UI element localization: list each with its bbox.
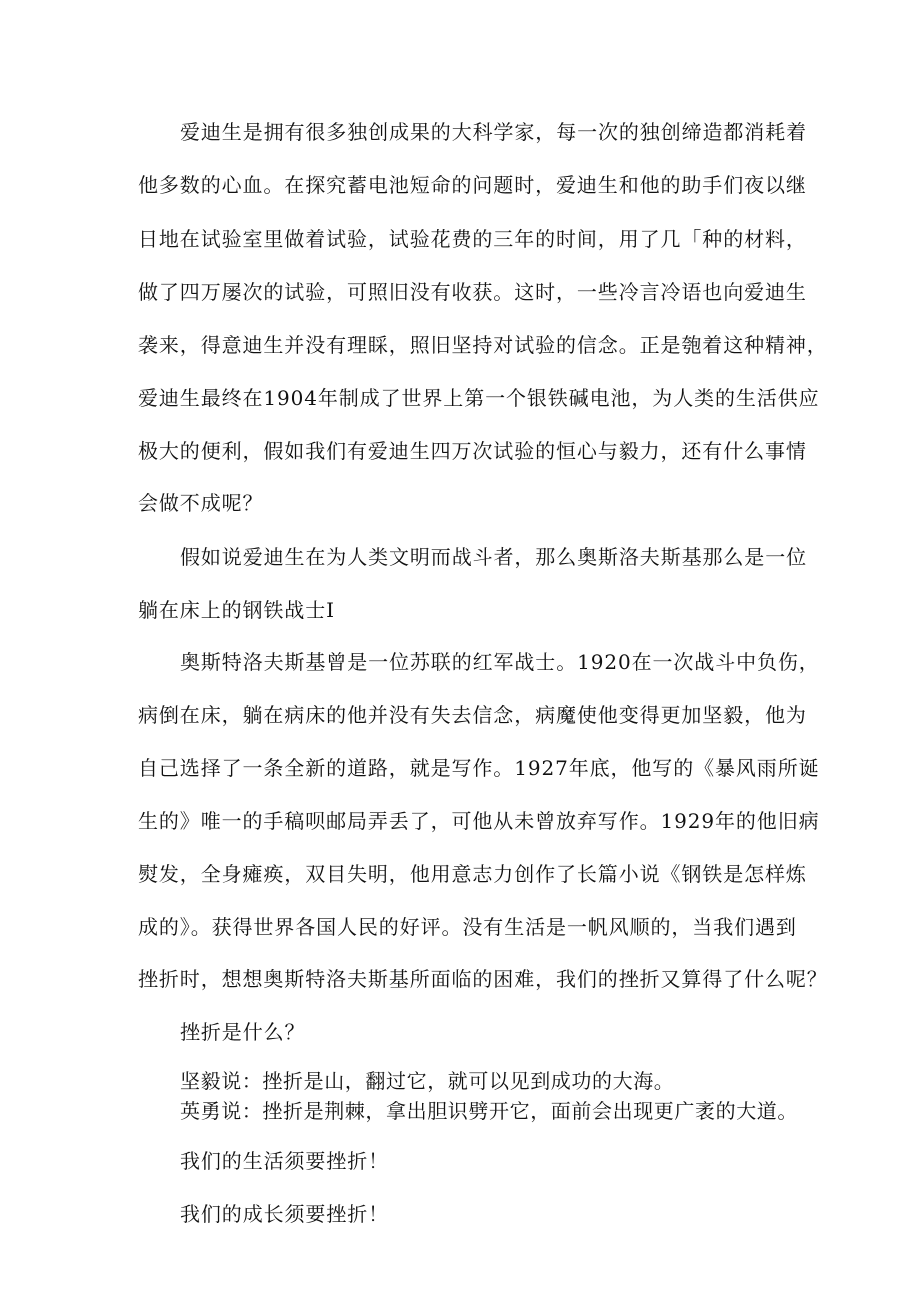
question-line: 挫折是什么？ — [180, 1020, 306, 1044]
paragraph-1-line-6: 爱迪生最终在1904年制成了世界上第一个银铁碱电池，为人类的生活供应 — [138, 386, 820, 410]
paragraph-1-line-1: 爱迪生是拥有很多独创成果的大科学家，每一次的独创缔造都消耗着 — [180, 120, 807, 144]
paragraph-1-line-5: 袭来，得意迪生并没有理睬，照旧坚持对试验的信念。正是匏着这种精神， — [138, 333, 828, 357]
paragraph-2-line-2: 躺在床上的钢铁战士I — [138, 598, 335, 622]
paragraph-1-line-4: 做了四万屡次的试验，可照旧没有收获。这时，一些冷言冷语也向爱迪生 — [138, 280, 807, 304]
paragraph-3-line-1: 奥斯特洛夫斯基曾是一位苏联的红军战士。1920在一次战斗中负伤， — [180, 650, 820, 674]
paragraph-1-line-8: 会做不成呢？ — [138, 491, 264, 515]
closing-line-2: 我们的成长须要挫折！ — [180, 1202, 389, 1226]
paragraph-3-line-5: 熨发，全身瘫痪，双目失明，他用意志力创作了长篇小说《钢铁是怎样炼 — [138, 862, 807, 886]
paragraph-1-line-2: 他多数的心血。在探究蓄电池短命的问题时，爱迪生和他的助手们夜以继 — [138, 173, 807, 197]
paragraph-3-line-3: 自己选择了一条全新的道路，就是写作。1927年底，他写的《暴风雨所诞 — [138, 756, 820, 780]
paragraph-3-line-6: 成的》。获得世界各国人民的好评。没有生活是一帆风顺的，当我们遇到 — [138, 915, 797, 939]
paragraph-3-line-4: 生的》唯一的手稿呗邮局弄丢了，可他从未曾放弃写作。1929年的他旧病 — [138, 809, 820, 833]
paragraph-1-line-3: 日地在试验室里做着试验，试验花费的三年的时间，用了几「种的材料， — [138, 227, 807, 251]
paragraph-3-line-2: 病倒在床，躺在病床的他并没有失去信念，病魔使他变得更加坚毅，他为 — [138, 703, 807, 727]
closing-line-1: 我们的生活须要挫折！ — [180, 1149, 389, 1173]
paragraph-2-line-1: 假如说爱迪生在为人类文明而战斗者，那么奥斯洛夫斯基那么是一位 — [180, 545, 807, 569]
quote-line-1: 坚毅说：挫折是山，翻过它，就可以见到成功的大海。 — [180, 1069, 675, 1093]
quote-line-2: 英勇说：挫折是荆棘，拿出胆识劈开它，面前会出现更广袤的大道。 — [180, 1099, 798, 1123]
paragraph-1-line-7: 极大的便利，假如我们有爱迪生四万次试验的恒心与毅力，还有什么事情 — [138, 439, 807, 463]
paragraph-3-line-7: 挫折时，想想奥斯特洛夫斯基所面临的困难，我们的挫折又算得了什么呢？ — [138, 967, 828, 991]
